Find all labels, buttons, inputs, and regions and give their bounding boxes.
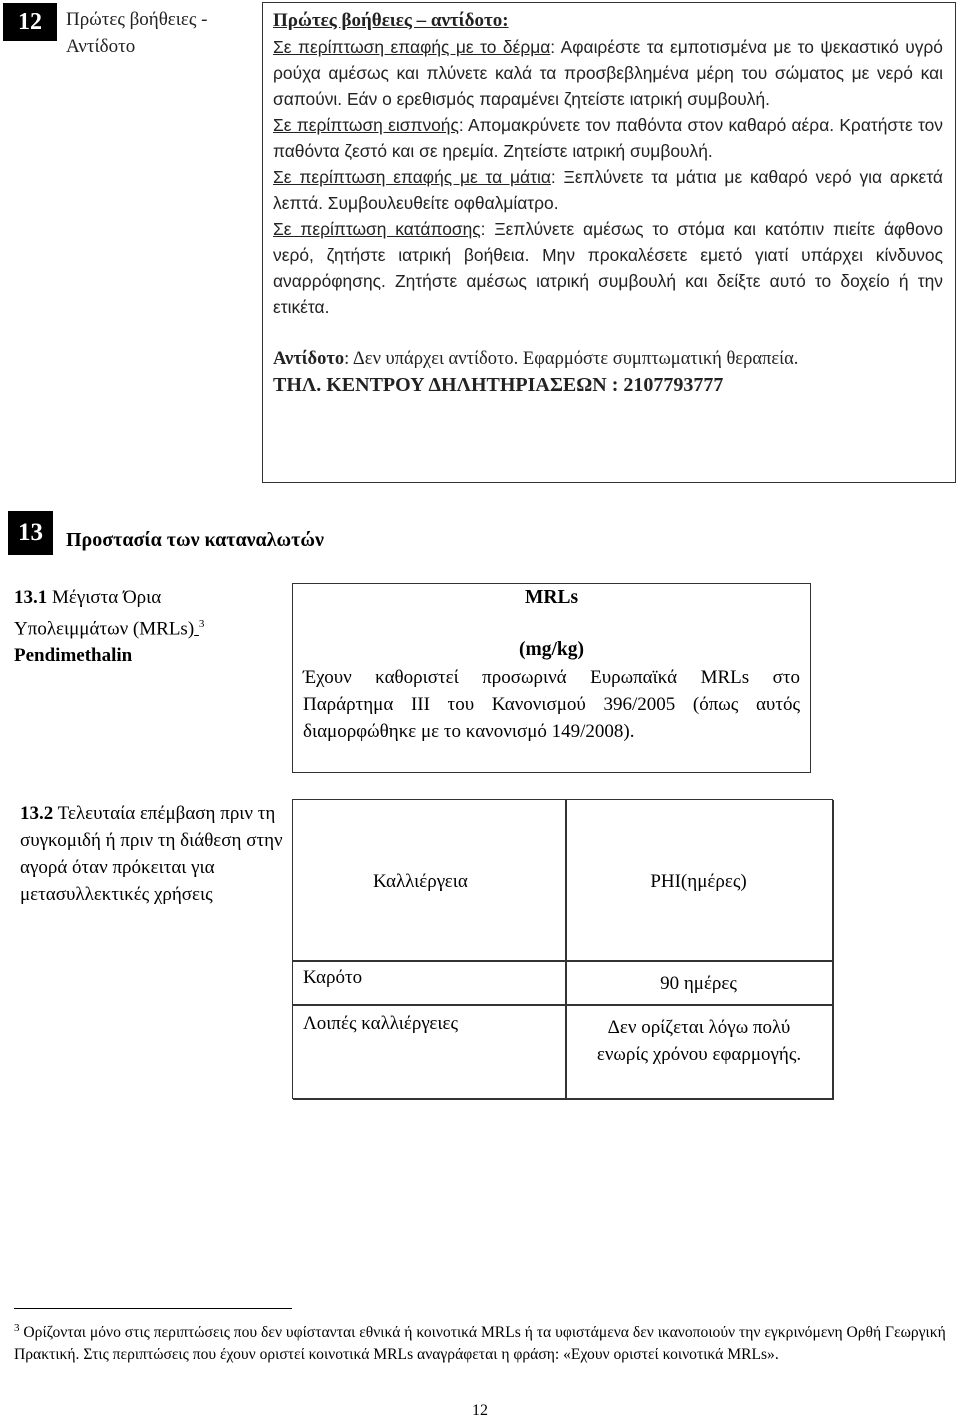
first-aid-heading: Πρώτες βοήθειες – αντίδοτο: bbox=[273, 10, 509, 31]
ingestion-label: Σε περίπτωση κατάποσης bbox=[273, 219, 481, 239]
s131-text: Μέγιστα Όρια Υπολειμμάτων (MRLs) bbox=[14, 587, 195, 640]
mrl-label bbox=[14, 584, 264, 669]
mrl-body-text: Έχουν καθοριστεί προσωρινά Ευρωπαϊκά MRLs στο Παράρτημα ΙΙΙ του Κανονισμού 396/2005 (όπως αυτός διαμορφώθηκε με το κανονισμό 149/2008). bbox=[303, 667, 800, 742]
mrl-header: MRLs bbox=[524, 587, 579, 608]
eye-contact-text: : Ξεπλύνετε τα μάτια με καθαρό νερό για αρκετά λεπτά. Συμβουλευθείτε οφθαλμίατρο. bbox=[273, 167, 943, 213]
phi-col-days-header: PHI(ημέρες) bbox=[650, 871, 747, 892]
section-12-number: 12 bbox=[3, 3, 57, 41]
skin-contact-paragraph bbox=[273, 34, 943, 112]
antidote-text: : Δεν υπάρχει αντίδοτο. Εφαρμόστε συμπτωματική θεραπεία. bbox=[344, 349, 799, 369]
phi-col-crop-header: Καλλιέργεια bbox=[373, 871, 468, 892]
phi-row-2-days: Δεν ορίζεται λόγω πολύ ενωρίς χρόνου εφαρμογής. bbox=[596, 1017, 802, 1065]
inhalation-paragraph bbox=[273, 112, 943, 164]
active-substance: Pendimethalin bbox=[14, 645, 133, 667]
first-aid-content bbox=[273, 7, 943, 398]
eye-contact-label: Σε περίπτωση επαφής με τα μάτια bbox=[273, 167, 551, 187]
poison-center-phone: ΤΗΛ. ΚΕΝΤΡΟΥ ΔΗΛΗΤΗΡΙΑΣΕΩΝ : 2107793777 bbox=[273, 374, 724, 396]
page-number: 12 bbox=[472, 1402, 488, 1419]
skin-contact-text: : Αφαιρέστε τα εμποτισμένα με το ψεκαστικό υγρό ρούχα αμέσως και πλύνετε καλά τα προσβεβλημένα μέρη του σώματος με νερό και σαπούνι. Εάν ο ερεθισμός παραμένει ζητείστε ιατρική συμβουλή. bbox=[273, 37, 943, 109]
s131-number: 13.1 bbox=[14, 587, 48, 608]
ingestion-paragraph bbox=[273, 216, 943, 320]
eye-contact-paragraph bbox=[273, 164, 943, 216]
inhalation-label: Σε περίπτωση εισπνοής bbox=[273, 115, 459, 135]
footnote-text: Ορίζονται μόνο στις περιπτώσεις που δεν υφίστανται εθνικά ή κοινοτικά MRLs ή τα υφιστάμενα δεν ικανοποιούν την εγκρινόμενη Ορθή Γεωργική Πρακτική. Στις περιπτώσεις που έχουν οριστεί κοινοτικά MRLs αναγράφεται η φράση: «Εχουν οριστεί κοινοτικά MRLs». bbox=[14, 1324, 946, 1364]
footnote-ref: 3 bbox=[198, 618, 205, 630]
mrl-unit: (mg/kg) bbox=[519, 639, 584, 660]
s132-number: 13.2 bbox=[20, 803, 54, 824]
mrl-table bbox=[292, 583, 811, 773]
antidote-label: Αντίδοτο bbox=[273, 349, 345, 369]
section-13-number: 13 bbox=[8, 511, 53, 555]
footnote bbox=[14, 1317, 949, 1366]
phi-row-2-crop: Λοιπές καλλιέργειες bbox=[303, 1013, 459, 1034]
section-13-title: Προστασία των καταναλωτών bbox=[66, 529, 324, 551]
inhalation-text: : Απομακρύνετε τον παθόντα στον καθαρό αέρα. Κρατήστε τον παθόντα ζεστό και σε ηρεμία. Ζητείστε ιατρική συμβουλή. bbox=[273, 115, 943, 161]
s132-text: Τελευταία επέμβαση πριν τη συγκομιδή ή πριν τη διάθεση στην αγορά όταν πρόκειται για μετασυλλεκτικές χρήσεις bbox=[20, 803, 283, 905]
phi-row-1-crop: Καρότο bbox=[303, 967, 363, 988]
footnote-separator bbox=[14, 1308, 292, 1309]
phi-label bbox=[20, 800, 285, 908]
section-12-title: Πρώτες βοήθειες - Αντίδοτο bbox=[66, 9, 208, 57]
skin-contact-label: Σε περίπτωση επαφής με το δέρμα bbox=[273, 37, 551, 57]
phi-table bbox=[292, 799, 833, 1099]
phi-row-1-days: 90 ημέρες bbox=[660, 973, 737, 994]
footnote-mark: 3 bbox=[14, 1322, 20, 1334]
first-aid-box bbox=[262, 2, 956, 483]
antidote-paragraph bbox=[273, 346, 943, 372]
ingestion-text: : Ξεπλύνετε αμέσως το στόμα και κατόπιν πιείτε άφθονο νερό, ζητήστε ιατρική βοήθεια. Μην προκαλέσετε εμετό γιατί υπάρχει κίνδυνος αναρρόφησης. Ζητήστε αμέσως ιατρική συμβουλή και δείξτε αυτό το δοχείο ή την ετικέτα. bbox=[273, 219, 944, 317]
